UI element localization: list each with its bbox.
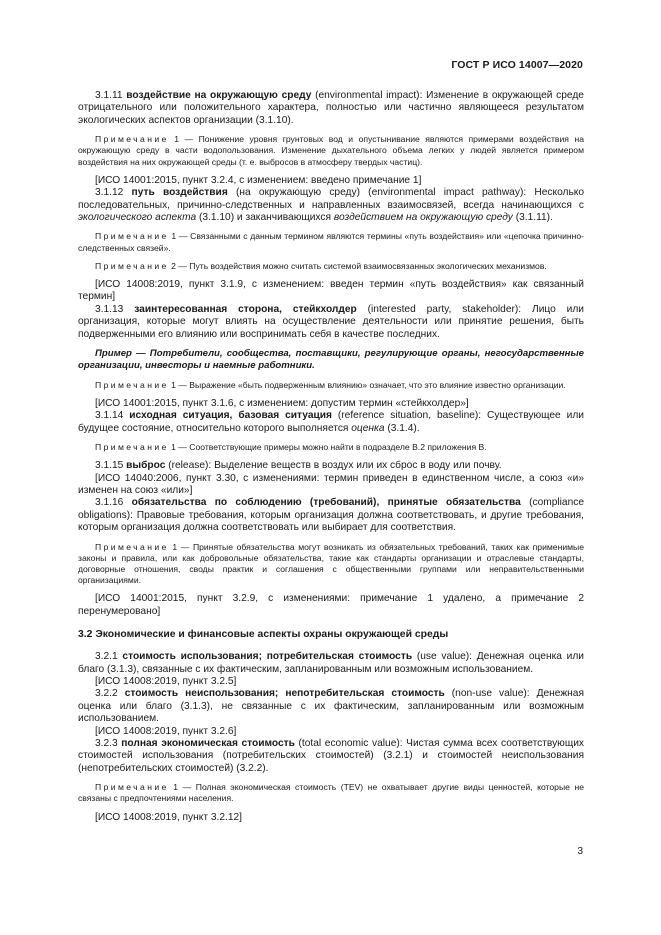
term-3-1-12: 3.1.12 путь воздействия (на окружающую среду) (environmental impact pathway): Несколько последовательных, причинно-следственных и направленных взаимосвязей, всегда начинающихся с экологического аспекта (3.1.10) и заканчивающихся воздействием на окружающую среду (3.1.11). (78, 187, 585, 224)
source-reference: [ИСО 14008:2019, пункт 3.1.9, с изменением: введен термин «путь воздействия» как связанный термин] (78, 279, 584, 303)
term-title: стоимость неиспользования; непотребительская стоимость (124, 688, 445, 700)
source-reference: [ИСО 14001:2015, пункт 3.1.6, с изменением: допустим термин «стейкхолдер»] (95, 397, 469, 409)
term-title: заинтересованная сторона, стейкхолдер (134, 303, 357, 315)
term-title: стоимость использования; потребительская стоимость (122, 651, 413, 663)
source-reference: [ИСО 14008:2019, пункт 3.2.12] (95, 811, 242, 823)
term-title: полная экономическая стоимость (121, 738, 295, 750)
term-title: воздействие на окружающую среду (126, 90, 312, 101)
source-reference: [ИСО 14008:2019, пункт 3.2.5] (95, 676, 237, 687)
page-content (78, 90, 584, 824)
term-3-2-3: 3.2.3 полная экономическая стоимость (total economic value): Чистая сумма всех соответствующих стоимостей использования (потребительских стоимостей) (3.2.1) и стоимостей неиспользования (непотребительских стоимостей) (3.2.2). (78, 738, 584, 774)
term-3-1-11: 3.1.11 воздействие на окружающую среду (environmental impact): Изменение в окружающей среде отрицательного или положительного характера, полностью или частично являющееся результатом экологических аспектов организации (3.1.10). (78, 90, 584, 126)
standard-header: ГОСТ Р ИСО 14007—2020 (451, 59, 583, 71)
term-title: выброс (126, 460, 166, 472)
source-reference: [ИСО 14001:2015, пункт 3.2.4, с изменением: введено примечание 1] (95, 174, 422, 186)
source-reference: [ИСО 14040:2006, пункт 3.30, с изменениями: термин приведен в единственном числе, а союз «и» изменен на союз «или»] (78, 472, 584, 496)
note: Примечание 1 — Соответствующие примеры можно найти в подразделе В.2 приложения В. (95, 441, 487, 452)
source-reference: [ИСО 14008:2019, пункт 3.2.6] (95, 725, 237, 737)
note: Примечание 1 — Полная экономическая стоимость (TEV) не охватывает другие виды ценностей, которые не связаны с предпочтениями населения. (78, 782, 584, 804)
term-3-1-15: 3.1.15 выброс (release): Выделение веществ в воздух или их сброс в воду или почву. (95, 460, 502, 472)
term-title: путь воздействия (131, 187, 228, 199)
note: Примечание 1 — Выражение «быть подверженным влиянию» означает, что это влияние известно организации. (95, 379, 566, 390)
note: Примечание 1 — Принятые обязательства могут возникать из обязательных требований, таких как применимые законы и правила, или как добровольные обязательства, такие как стандарты организации и отраслевые стандарты, договорные отношения, своды практик и соглашения с общественными группами или неправительственными организациями. (78, 541, 584, 586)
page-number: 3 (577, 846, 583, 857)
source-reference: [ИСО 14001:2015, пункт 3.2.9, с изменениями: примечание 1 удалено, а примечание 2 перенумеровано] (78, 593, 584, 617)
term-3-2-1: 3.2.1 стоимость использования; потребительская стоимость (use value): Денежная оценка или благо (3.1.3), связанные с их фактическим, запланированным или возможным использованием. (78, 651, 585, 675)
term-3-2-2: 3.2.2 стоимость неиспользования; непотребительская стоимость (non-use value): Денежная оценка или благо (3.1.3), не связанные с их фактическим, запланированным или возможным использованием. (78, 688, 584, 725)
term-3-1-16: 3.1.16 обязательства по соблюдению (требований), принятые обязательства (compliance obligations): Правовые требования, которым организация должна соответствовать, и другие требования, которым организация должна соответствовать или выбирает для соответствия. (78, 497, 585, 534)
term-title: исходная ситуация, базовая ситуация (129, 410, 332, 422)
section-title: 3.2 Экономические и финансовые аспекты охраны окружающей среды (78, 629, 449, 641)
note: Примечание 1 — Связанными с данным термином являются термины «путь воздействия» или «цепочка причинно-следственных связей». (78, 231, 584, 253)
example: Пример — Потребители, сообщества, поставщики, регулирующие органы, негосударственные организации, инвесторы и наемные работники. (78, 348, 584, 372)
note: Примечание 1 — Понижение уровня грунтовых вод и опустынивание являются примерами воздействия на окружающую среду в части водопользования. Изменение дыхательного объема легких у людей является примером воздействия на них окружающей среды (т. е. выбросов в атмосферу твердых частиц). (78, 134, 584, 167)
term-3-1-14: 3.1.14 исходная ситуация, базовая ситуация (reference situation, baseline): Существующее или будущее состояние, относительно которого выполняется оценка (3.1.4). (78, 410, 584, 434)
term-3-1-13: 3.1.13 заинтересованная сторона, стейкхолдер (interested party, stakeholder): Лицо или организация, которые могут влиять на осуществление деятельности или принятие решения, быть подверженными его влиянию или воспринимать себя в качестве последних. (78, 303, 584, 340)
note: Примечание 2 — Путь воздействия можно считать системой взаимосвязанных экологических механизмов. (95, 260, 547, 271)
term-title: обязательства по соблюдению (требований), принятые обязательства (131, 497, 521, 509)
